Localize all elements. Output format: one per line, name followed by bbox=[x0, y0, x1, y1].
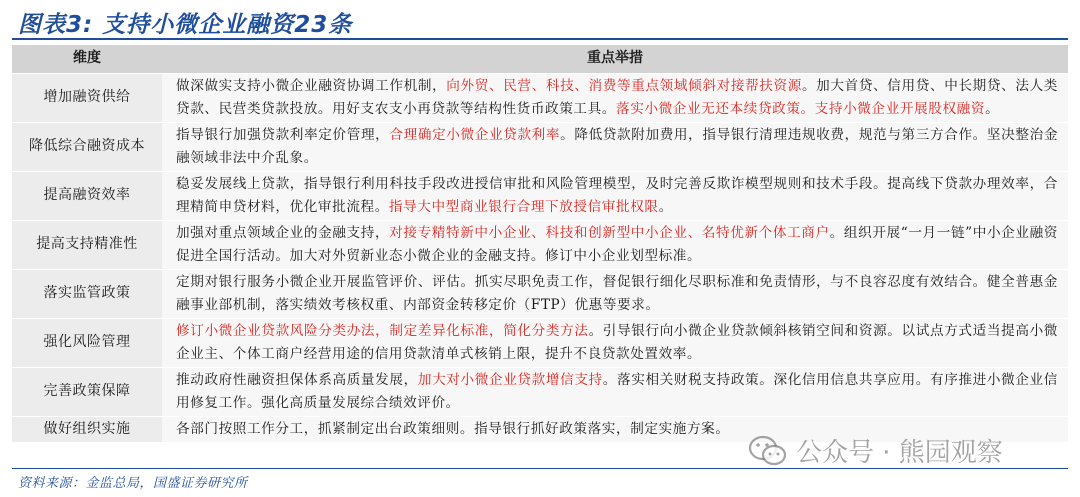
dimension-cell: 提高支持精准性 bbox=[12, 220, 162, 269]
measures-cell bbox=[162, 416, 1068, 442]
highlighted-measure: 指导大中型商业银行合理下放授信审批权限 bbox=[388, 198, 659, 215]
watermark-text: 公众号 · 熊园观察 bbox=[796, 438, 1003, 468]
highlighted-measure: 向外贸、民营、科技、消费等重点领域倾斜对接帮扶资源 bbox=[446, 77, 802, 94]
measure-text: 稳妥发展线上贷款，指导银行利用科技手段改进授信审批和风险管理模型，及时完善反欺诈模型规则和技术手段。提高线下贷款办理效率，合理精简申贷材料，优化审批流程。 bbox=[176, 175, 1058, 215]
dimension-cell: 强化风险管理 bbox=[12, 318, 162, 367]
measure-text: 推动政府性融资担保体系高质量发展， bbox=[176, 371, 418, 388]
measure-text: 。引导银行向小微企业贷款倾斜核销空间和资源。以试点方式适当提高小微企业主、个体工商户经营用途的信用贷款清单式核销上限，提升不良贷款处置效率。 bbox=[176, 322, 1058, 362]
table-row bbox=[12, 318, 1068, 367]
measure-text: 。落实相关财税支持政策。深化信用信息共享应用。有序推进小微企业信用修复工作。强化高质量发展综合绩效评价。 bbox=[176, 371, 1058, 411]
measures-cell bbox=[162, 220, 1068, 269]
measures-cell bbox=[162, 269, 1068, 318]
measure-text: 做深做实支持小微企业融资协调工作机制， bbox=[176, 77, 447, 94]
highlighted-measure: 修订小微企业贷款风险分类办法，制定差异化标准，简化分类方法 bbox=[176, 322, 589, 339]
dimension-cell: 降低综合融资成本 bbox=[12, 122, 162, 171]
bottom-rule bbox=[12, 468, 1068, 469]
highlighted-measure: 合理确定小微企业贷款利率 bbox=[389, 126, 561, 143]
dimension-cell: 落实监管政策 bbox=[12, 269, 162, 318]
measures-cell bbox=[162, 171, 1068, 220]
measures-cell bbox=[162, 318, 1068, 367]
measure-text: 。组织开展“一月一链”中小企业融资促进全国行活动。加大对外贸新业态小微企业的金融支持。修订中小企业划型标准。 bbox=[176, 224, 1058, 264]
highlighted-measure: 加大对小微企业贷款增信支持 bbox=[417, 371, 603, 388]
measure-text: 。降低贷款附加费用，指导银行清理违规收费，规范与第三方合作。坚决整治金融领域非法中介乱象。 bbox=[176, 126, 1059, 166]
table-row bbox=[12, 269, 1068, 318]
table-body bbox=[12, 73, 1068, 442]
dimension-cell: 完善政策保障 bbox=[12, 367, 162, 416]
highlighted-measure: 对接专精特新中小企业、科技和创新型中小企业、名特优新个体工商户 bbox=[389, 224, 830, 241]
header-measures: 重点举措 bbox=[162, 45, 1068, 73]
table-row bbox=[12, 73, 1068, 122]
header-dimension: 维度 bbox=[12, 45, 162, 73]
table-row bbox=[12, 367, 1068, 416]
figure-title: 图表3: 支持小微企业融资23条 bbox=[18, 12, 353, 38]
measure-text: 定期对银行服务小微企业开展监管评价、评估。抓实尽职免责工作，督促银行细化尽职标准和免责情形，与不良容忍度有效结合。健全普惠金融事业部机制，落实绩效考核权重、内部资金转移定价（FTP）优惠等要求。 bbox=[176, 273, 1058, 313]
measures-cell bbox=[162, 73, 1068, 122]
highlighted-measure: 落实小微企业无还本续贷政策。支持小微企业开展股权融资 bbox=[616, 100, 986, 117]
dimension-cell: 做好组织实施 bbox=[12, 416, 162, 442]
title-rule bbox=[12, 38, 1068, 40]
measure-text: 加强对重点领域企业的金融支持， bbox=[176, 224, 390, 241]
measure-text: 。加大首贷、信用贷、中长期贷、法人类贷款、民营类贷款投放。用好支农支小再贷款等结构性货币政策工具。 bbox=[176, 77, 1058, 117]
measures-cell bbox=[162, 122, 1068, 171]
table-row bbox=[12, 416, 1068, 442]
measure-text: 各部门按照工作分工，抓紧制定出台政策细则。指导银行抓好政策落实，制定实施方案。 bbox=[176, 420, 730, 437]
measure-text: 。 bbox=[985, 100, 1000, 117]
table-row bbox=[12, 220, 1068, 269]
source-note: 资料来源：金监总局，国盛证券研究所 bbox=[18, 476, 248, 491]
table-row bbox=[12, 171, 1068, 220]
measures-table bbox=[12, 45, 1068, 443]
measure-text: 。 bbox=[658, 198, 673, 215]
measure-text: 指导银行加强贷款利率定价管理， bbox=[176, 126, 390, 143]
measures-cell bbox=[162, 367, 1068, 416]
dimension-cell: 增加融资供给 bbox=[12, 73, 162, 122]
table-row bbox=[12, 122, 1068, 171]
table-header-row bbox=[12, 45, 1068, 73]
dimension-cell: 提高融资效率 bbox=[12, 171, 162, 220]
